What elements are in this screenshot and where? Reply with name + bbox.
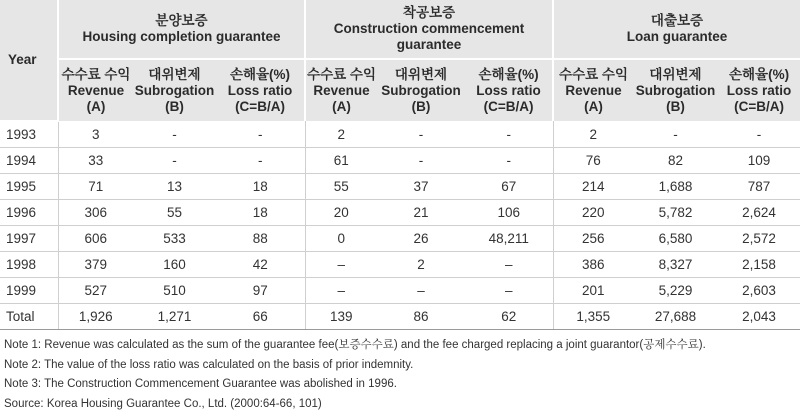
table-cell: 26: [377, 226, 465, 252]
table-cell: 1,926: [58, 304, 133, 330]
subheader-revenue: 수수료 수익 Revenue (A): [58, 59, 133, 121]
subheader-revenue: 수수료 수익 Revenue (A): [305, 59, 377, 121]
table-cell: -: [465, 121, 553, 148]
table-cell: 42: [216, 252, 305, 278]
table-cell: -: [377, 121, 465, 148]
year-cell: 1995: [0, 174, 58, 200]
table-cell: 527: [58, 278, 133, 304]
table-cell: 97: [216, 278, 305, 304]
table-cell: 379: [58, 252, 133, 278]
year-cell: Total: [0, 304, 58, 330]
table-cell: 55: [305, 174, 377, 200]
table-row: [0, 226, 800, 252]
subheader-revenue: 수수료 수익 Revenue (A): [553, 59, 633, 121]
table-cell: 106: [465, 200, 553, 226]
source-note: Source: Korea Housing Guarantee Co., Ltd. (2000:64-66, 101): [4, 395, 800, 414]
table-cell: –: [465, 252, 553, 278]
table-cell: 3: [58, 121, 133, 148]
group-header-housing-completion: 분양보증 Housing completion guarantee: [58, 0, 305, 59]
subheader-loss-ratio: 손해율(%) Loss ratio (C=B/A): [216, 59, 305, 121]
table-cell: 55: [133, 200, 216, 226]
table-cell: 5,782: [633, 200, 718, 226]
table-cell: 139: [305, 304, 377, 330]
note-3: Note 3: The Construction Commencement Guarantee was abolished in 1996.: [4, 375, 800, 395]
table-cell: 33: [58, 148, 133, 174]
table-cell: 256: [553, 226, 633, 252]
note-1: Note 1: Revenue was calculated as the sum of the guarantee fee(보증수수료) and the fee charged replacing a joint guarantor(공제수수료).: [4, 336, 800, 356]
subheader-loss-ratio: 손해율(%) Loss ratio (C=B/A): [718, 59, 800, 121]
table-cell: 5,229: [633, 278, 718, 304]
subheader-loss-ratio: 손해율(%) Loss ratio (C=B/A): [465, 59, 553, 121]
year-cell: 1998: [0, 252, 58, 278]
year-header: Year: [0, 0, 58, 121]
table-cell: –: [305, 278, 377, 304]
year-cell: 1999: [0, 278, 58, 304]
table-cell: 2,158: [718, 252, 800, 278]
table-cell: 787: [718, 174, 800, 200]
table-cell: 88: [216, 226, 305, 252]
group-header-loan: 대출보증 Loan guarantee: [553, 0, 800, 59]
table-row: [0, 148, 800, 174]
table-cell: 76: [553, 148, 633, 174]
subheader-subrogation: 대위변제 Subrogation (B): [133, 59, 216, 121]
table-cell: -: [133, 121, 216, 148]
table-cell: 214: [553, 174, 633, 200]
table-cell: 2,043: [718, 304, 800, 330]
table-cell: 160: [133, 252, 216, 278]
table-cell: 2,624: [718, 200, 800, 226]
group-header-construction-commencement: 착공보증 Construction commencement guarantee: [305, 0, 553, 59]
subheader-subrogation: 대위변제 Subrogation (B): [377, 59, 465, 121]
table-cell: 37: [377, 174, 465, 200]
table-cell: 61: [305, 148, 377, 174]
table-cell: 86: [377, 304, 465, 330]
year-cell: 1996: [0, 200, 58, 226]
table-cell: 21: [377, 200, 465, 226]
table-cell: 2: [377, 252, 465, 278]
table-row: [0, 252, 800, 278]
table-notes: [0, 336, 800, 414]
table-cell: -: [377, 148, 465, 174]
table-cell: 13: [133, 174, 216, 200]
year-cell: 1993: [0, 121, 58, 148]
table-cell: 533: [133, 226, 216, 252]
table-cell: 6,580: [633, 226, 718, 252]
table-cell: 71: [58, 174, 133, 200]
table-cell: 20: [305, 200, 377, 226]
table-cell: 2: [305, 121, 377, 148]
table-cell: 306: [58, 200, 133, 226]
table-cell: -: [465, 148, 553, 174]
table-cell: 27,688: [633, 304, 718, 330]
table-cell: 66: [216, 304, 305, 330]
table-row: [0, 278, 800, 304]
table-cell: -: [633, 121, 718, 148]
table-cell: 1,271: [133, 304, 216, 330]
subheader-subrogation: 대위변제 Subrogation (B): [633, 59, 718, 121]
table-cell: 1,355: [553, 304, 633, 330]
note-2: Note 2: The value of the loss ratio was calculated on the basis of prior indemnity.: [4, 356, 800, 376]
table-cell: 510: [133, 278, 216, 304]
table-cell: 48,211: [465, 226, 553, 252]
year-cell: 1997: [0, 226, 58, 252]
table-cell: -: [133, 148, 216, 174]
table-cell: 8,327: [633, 252, 718, 278]
table-cell: 606: [58, 226, 133, 252]
table-row: [0, 174, 800, 200]
table-cell: –: [465, 278, 553, 304]
table-cell: 220: [553, 200, 633, 226]
year-cell: 1994: [0, 148, 58, 174]
table-row: [0, 200, 800, 226]
table-cell: -: [216, 148, 305, 174]
table-cell: 109: [718, 148, 800, 174]
table-cell: 1,688: [633, 174, 718, 200]
table-cell: 2,603: [718, 278, 800, 304]
table-cell: 2,572: [718, 226, 800, 252]
table-cell: 386: [553, 252, 633, 278]
table-cell: –: [305, 252, 377, 278]
table-cell: 18: [216, 174, 305, 200]
table-cell: 201: [553, 278, 633, 304]
table-cell: 62: [465, 304, 553, 330]
table-cell: -: [216, 121, 305, 148]
table-cell: 2: [553, 121, 633, 148]
table-cell: 67: [465, 174, 553, 200]
table-cell: -: [718, 121, 800, 148]
table-cell: 82: [633, 148, 718, 174]
table-row: [0, 304, 800, 330]
table-row: [0, 121, 800, 148]
table-cell: 18: [216, 200, 305, 226]
table-cell: –: [377, 278, 465, 304]
table-cell: 0: [305, 226, 377, 252]
